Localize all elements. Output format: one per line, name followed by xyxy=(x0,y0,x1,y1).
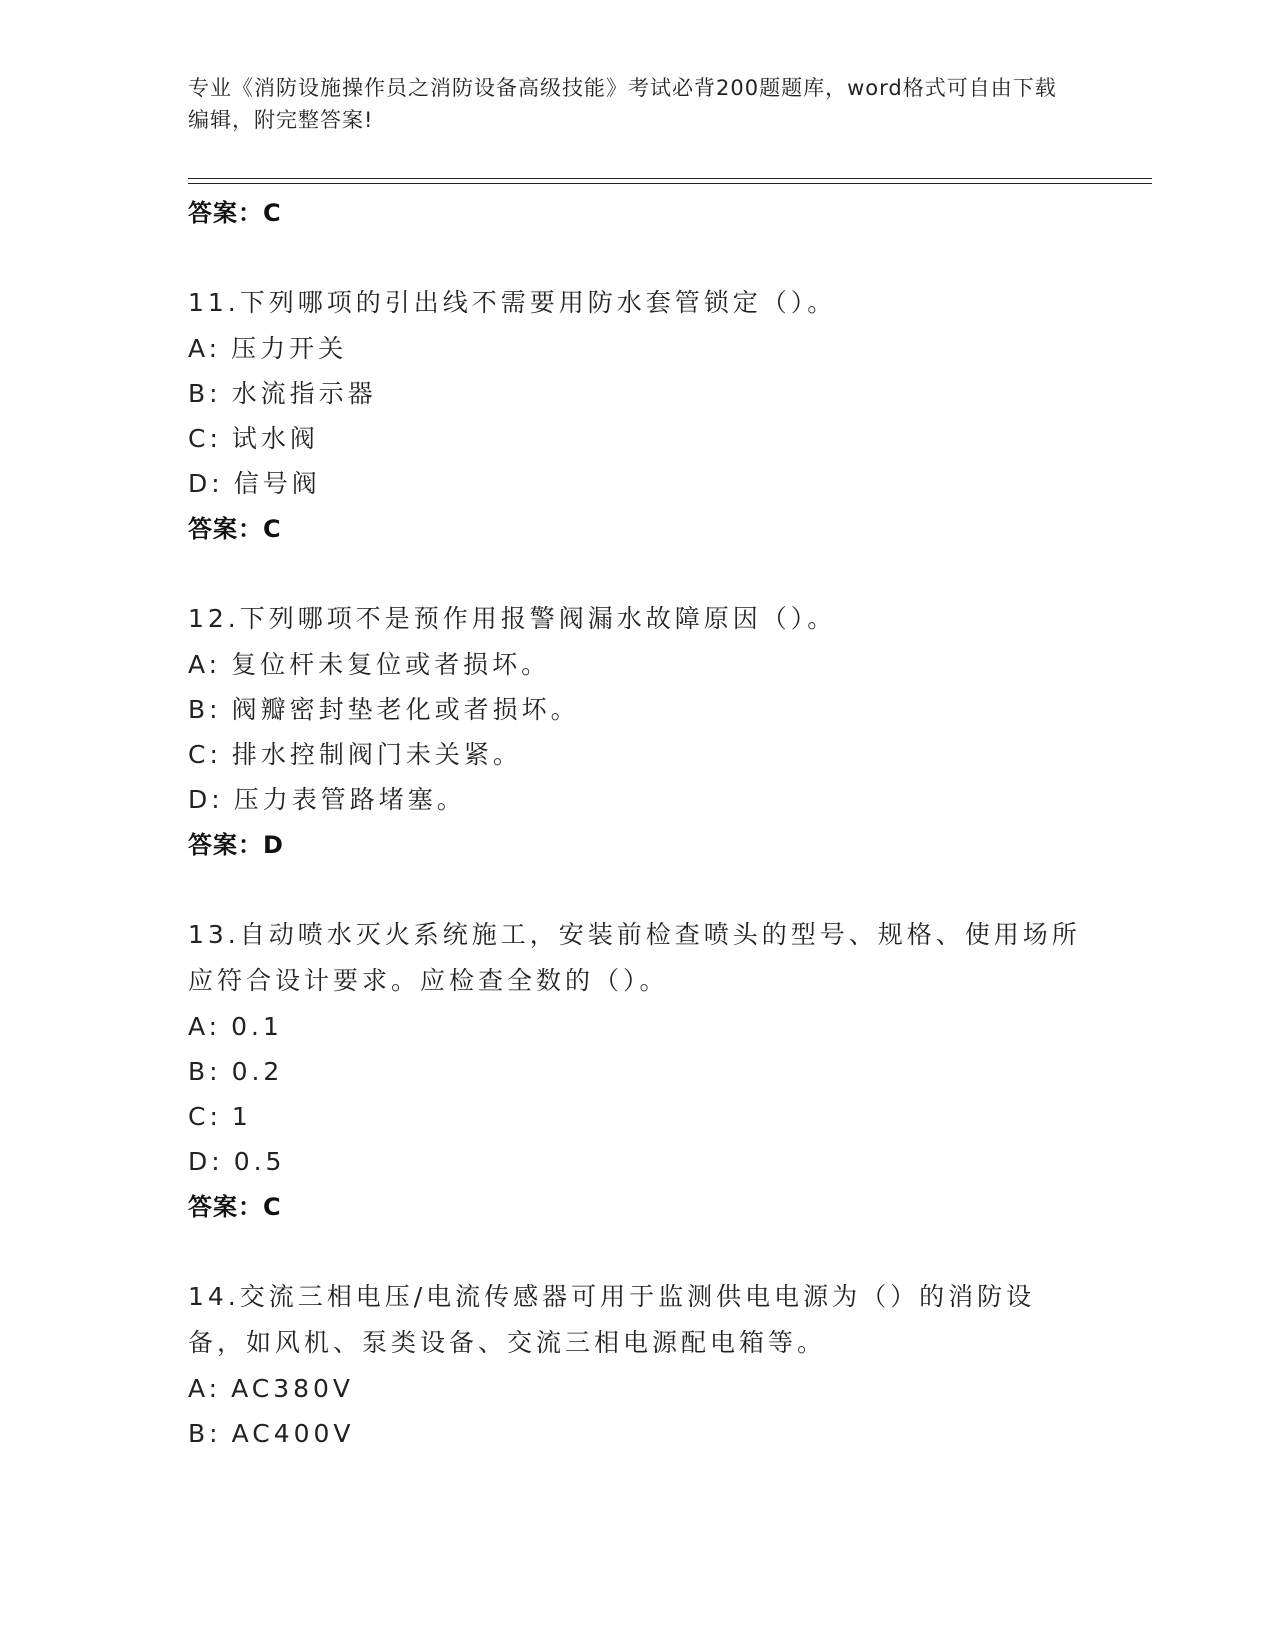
question-list xyxy=(188,190,1088,1456)
option-text: 水流指示器 xyxy=(231,379,377,408)
question-block xyxy=(188,1274,1088,1456)
option-d xyxy=(188,777,1088,822)
option-b xyxy=(188,371,1088,416)
option-text: 复位杆未复位或者损坏。 xyxy=(231,650,551,679)
option-key: B: xyxy=(188,1419,222,1448)
option-key: B: xyxy=(188,1057,222,1086)
option-c xyxy=(188,416,1088,461)
answer-line: 答案：D xyxy=(188,831,284,859)
option-key: C: xyxy=(188,740,222,769)
option-text: AC380V xyxy=(231,1374,355,1403)
option-b xyxy=(188,687,1088,732)
option-text: 1 xyxy=(231,1102,252,1131)
option-b xyxy=(188,1411,1088,1456)
option-a xyxy=(188,326,1088,371)
option-text: 0.5 xyxy=(233,1147,286,1176)
option-key: D: xyxy=(188,785,224,814)
question-stem: 11.下列哪项的引出线不需要用防水套管锁定（）。 xyxy=(188,288,837,317)
option-text: 试水阀 xyxy=(231,424,319,453)
option-b xyxy=(188,1049,1088,1094)
option-key: D: xyxy=(188,469,224,498)
option-key: B: xyxy=(188,379,222,408)
answer-line: 答案：C xyxy=(188,199,282,227)
option-key: C: xyxy=(188,424,222,453)
option-key: A: xyxy=(188,650,222,679)
option-text: 压力表管路堵塞。 xyxy=(233,785,466,814)
option-text: 0.2 xyxy=(231,1057,284,1086)
option-text: AC400V xyxy=(231,1419,355,1448)
option-text: 信号阀 xyxy=(233,469,321,498)
answer-line: 答案：C xyxy=(188,1193,282,1221)
option-c xyxy=(188,732,1088,777)
option-d xyxy=(188,461,1088,506)
header-divider-top xyxy=(188,178,1152,179)
option-text: 阀瓣密封垫老化或者损坏。 xyxy=(231,695,580,724)
question-stem: 12.下列哪项不是预作用报警阀漏水故障原因（）。 xyxy=(188,604,837,633)
question-block xyxy=(188,596,1088,868)
option-text: 排水控制阀门未关紧。 xyxy=(231,740,522,769)
option-key: A: xyxy=(188,1012,222,1041)
option-c xyxy=(188,1094,1088,1139)
option-key: B: xyxy=(188,695,222,724)
option-a xyxy=(188,642,1088,687)
question-block xyxy=(188,280,1088,552)
option-text: 压力开关 xyxy=(231,334,348,363)
option-a xyxy=(188,1004,1088,1049)
question-stem: 14.交流三相电压/电流传感器可用于监测供电电源为（）的消防设备，如风机、泵类设备、交流三相电源配电箱等。 xyxy=(188,1282,1036,1357)
option-text: 0.1 xyxy=(231,1012,283,1041)
header-divider-bottom xyxy=(188,183,1152,184)
option-key: C: xyxy=(188,1102,222,1131)
question-stem: 13.自动喷水灭火系统施工，安装前检查喷头的型号、规格、使用场所应符合设计要求。应检查全数的（）。 xyxy=(188,920,1081,995)
option-key: A: xyxy=(188,1374,222,1403)
option-key: D: xyxy=(188,1147,224,1176)
option-key: A: xyxy=(188,334,222,363)
question-block xyxy=(188,912,1088,1230)
option-d xyxy=(188,1139,1088,1184)
answer-line: 答案：C xyxy=(188,515,282,543)
option-a xyxy=(188,1366,1088,1411)
document-header: 专业《消防设施操作员之消防设备高级技能》考试必背200题题库，word格式可自由下载编辑，附完整答案! xyxy=(188,76,1057,132)
